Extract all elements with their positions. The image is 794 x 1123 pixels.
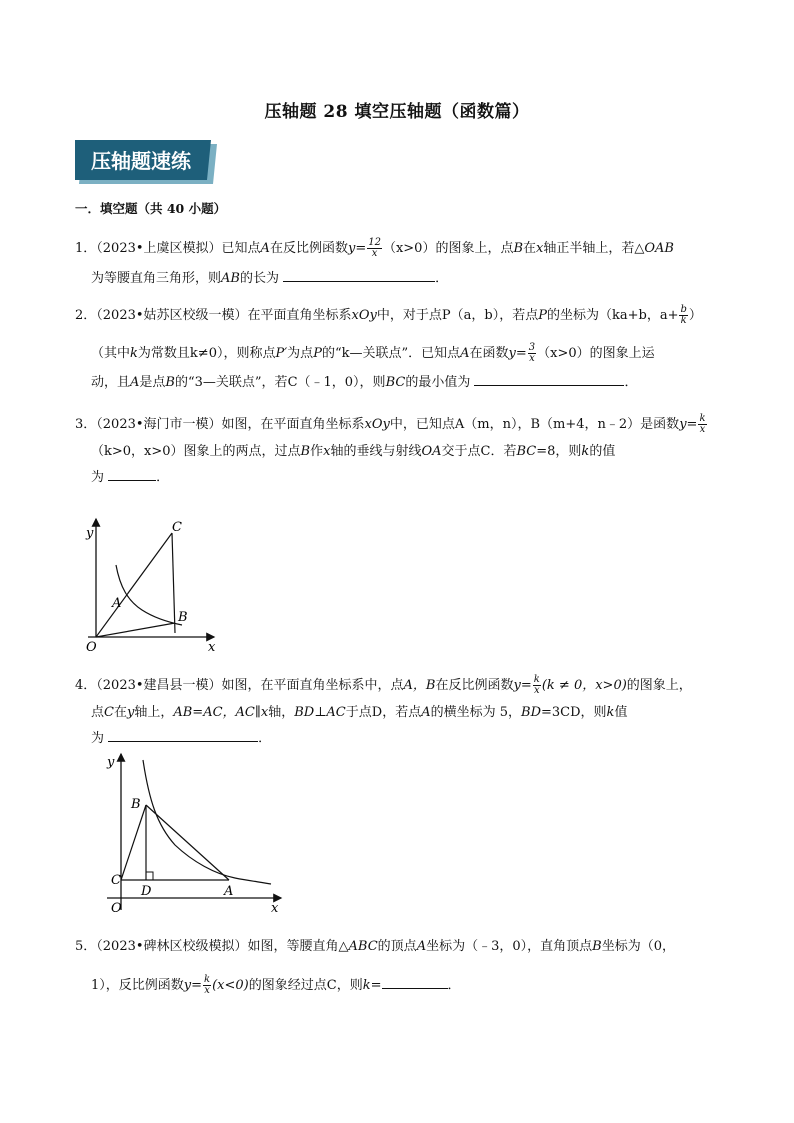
q1-line2: 为等腰直角三角形，则AB的长为 ． (91, 271, 449, 286)
q3-label-c: C (172, 520, 182, 535)
section-banner (75, 138, 217, 186)
banner-shape (75, 138, 217, 186)
q4-label-c: C (111, 873, 121, 888)
q3-label-x: x (208, 640, 216, 655)
q5-fraction: $\frac{k}{x}$ (204, 974, 211, 996)
q4-label-o: O (111, 901, 122, 916)
q3-line2: （k>0，x>0）图象上的两点，过点B作x轴的垂线与射线OA交于点C．若BC=8，则k的值 (91, 444, 616, 459)
q3-fraction: $\frac{k}{x}$ (699, 413, 706, 435)
q2-line2: （其中k为常数且k≠0），则称点P′为点P的“k—关联点”．已知点A在函数y= $\frac{3}{x}$ （x>0）的图象上运 (91, 342, 655, 364)
q5-answer-blank[interactable] (382, 976, 448, 989)
q2-line1: 2．（2023•姑苏区校级一模）在平面直角坐标系xOy中，对于点P（a，b），若点P的坐标为（ka+b，a+ $\frac{b}{k}$ ） (75, 304, 702, 326)
q3-segment-ob (96, 623, 175, 637)
q2-fraction-1: $\frac{b}{k}$ (680, 304, 687, 326)
q4-fraction: $\frac{k}{x}$ (533, 674, 540, 696)
banner-text: 压轴题速练 (91, 149, 191, 173)
q4-segment-cb (121, 805, 146, 880)
q5-line2: 1），反比例函数y= $\frac{k}{x}$ (x<0)的图象经过点C，则k= ． (91, 974, 461, 996)
q4-figure (105, 750, 295, 920)
q4-number: 4． (75, 678, 97, 693)
q3-hyperbola (116, 565, 182, 625)
q2-fraction-2: $\frac{3}{x}$ (528, 342, 536, 364)
q1-fraction: $\frac{12}{x}$ (368, 237, 381, 259)
q4-label-x: x (271, 901, 279, 916)
q4-line2: 点C在y轴上，AB=AC，AC∥x轴，BD⊥AC于点D，若点A的横坐标为 5，BD=3CD，则k值 (91, 705, 628, 720)
q4-label-y: y (107, 755, 115, 770)
q3-line1: 3．（2023•海门市一模）如图，在平面直角坐标系xOy中，已知点A（m，n），B（m+4，n﹣2）是函数y= $\frac{k}{x}$ (75, 413, 706, 435)
q1-line1: 1．（2023•上虞区模拟）已知点A在反比例函数y= $\frac{12}{x}$ （x>0）的图象上，点B在x轴正半轴上，若△OAB (75, 237, 674, 259)
q2-number: 2． (75, 308, 97, 323)
q5-number: 5． (75, 939, 97, 954)
q4-hyperbola (143, 760, 271, 884)
q3-label-y: y (86, 526, 94, 541)
q2-answer-blank[interactable] (474, 373, 624, 386)
q4-label-b: B (131, 797, 141, 812)
section-heading: 一．填空题（共 40 小题） (75, 201, 227, 216)
q3-figure (82, 515, 222, 655)
q1-answer-blank[interactable] (283, 269, 435, 282)
q4-line1: 4．（2023•建昌县一模）如图，在平面直角坐标系中，点A，B在反比例函数y= $\frac{k}{x}$ (k ≠ 0，x>0)的图象上， (75, 674, 692, 696)
q3-label-b: B (178, 610, 188, 625)
q4-label-d: D (141, 884, 152, 899)
q5-line1: 5．（2023•碑林区校级模拟）如图，等腰直角△ABC的顶点A坐标为（﹣3，0），直角顶点B坐标为（0， (75, 939, 675, 954)
q3-segment-bc (172, 533, 175, 633)
q4-answer-blank[interactable] (108, 729, 258, 742)
q4-segment-ba (146, 805, 229, 880)
page-title: 压轴题 28 填空压轴题（函数篇） (264, 102, 530, 122)
q4-label-a: A (224, 884, 234, 899)
q3-line3: 为 ． (91, 470, 170, 485)
q3-label-o: O (86, 640, 97, 655)
q3-number: 3． (75, 417, 97, 432)
q2-line3: 动，且A是点B的“3—关联点”，若C（﹣1，0），则BC的最小值为 ． (91, 375, 638, 390)
q4-line3: 为 ． (91, 731, 272, 746)
q1-number: 1． (75, 241, 97, 256)
q3-label-a: A (112, 596, 122, 611)
q4-right-angle-mark (146, 872, 153, 880)
q3-answer-blank[interactable] (108, 468, 156, 481)
q3-ray-oa (96, 533, 172, 637)
